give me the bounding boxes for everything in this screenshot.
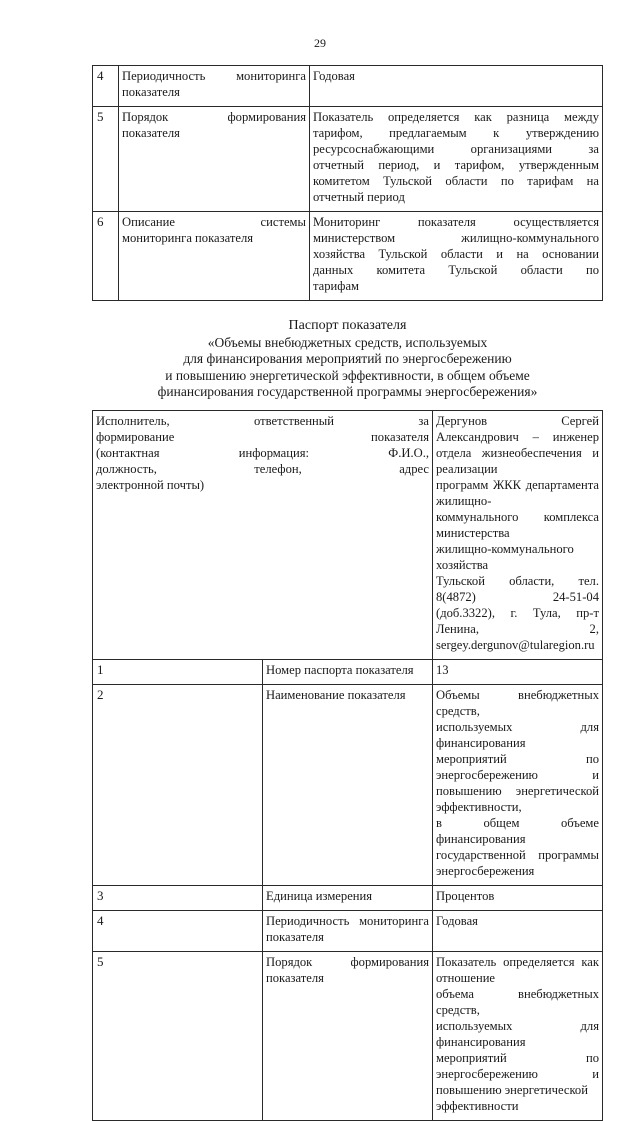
passport-title-line: финансирования государственной программы энергосбережения» [157, 384, 538, 399]
text-line: электронной почты) [96, 478, 205, 492]
text-line: показателя [122, 85, 180, 99]
indicator-table-top [92, 65, 603, 301]
row-label [119, 107, 310, 212]
text-line: министерством жилищно-коммунального [313, 231, 599, 245]
row-label [263, 886, 433, 911]
text-line: мониторинга показателя [122, 231, 254, 245]
text-line: Мониторинг показателя осуществляется [313, 215, 599, 229]
row-value [310, 107, 603, 212]
passport-heading [92, 318, 603, 401]
row-value [433, 685, 603, 886]
row-value [310, 66, 603, 107]
text-line: показателя [122, 126, 180, 140]
passport-title-line: «Объемы внебюджетных средств, используемых [207, 334, 488, 350]
text-line: объема внебюджетных средств, [436, 987, 599, 1017]
text-line: (доб.3322), г. Тула, пр-т Ленина, 2, [436, 606, 599, 636]
row-label [119, 212, 310, 301]
executor-row [93, 411, 603, 660]
text-line: Годовая [313, 69, 355, 83]
text-line: тарифом, предлагаемым к утверждению [313, 126, 599, 140]
text-line: энергосбережения [436, 864, 535, 878]
table-row [93, 212, 603, 301]
text-line: Порядок формирования [122, 110, 306, 124]
row-label [263, 911, 433, 952]
text-line: Периодичность мониторинга [122, 69, 306, 83]
text-line: в общем объеме финансирования [436, 816, 599, 846]
text-line: Показатель определяется как разница между [313, 110, 599, 124]
text-line: повышению энергетической эффективности [436, 1083, 588, 1113]
row-number: 5 [93, 952, 263, 1121]
table-row [93, 952, 603, 1121]
text-line: повышению энергетической эффективности, [436, 784, 599, 814]
row-label [263, 952, 433, 1121]
row-number: 1 [93, 660, 263, 685]
row-number: 2 [93, 685, 263, 886]
passport-title-line: и повышению энергетической эффективности, в общем объеме [165, 367, 530, 383]
text-line: используемых для финансирования [436, 720, 599, 750]
text-line: отдела жизнеобеспечения и реализации [436, 446, 599, 476]
row-number: 4 [93, 911, 263, 952]
passport-title-line: для финансирования мероприятий по энергосбережению [183, 351, 512, 366]
text-line: Объемы внебюджетных средств, [436, 688, 599, 718]
text-line: Наименование показателя [266, 688, 406, 702]
text-line: Исполнитель, ответственный за [96, 414, 429, 428]
text-line: 13 [436, 663, 449, 677]
text-line: программ ЖКК департамента жилищно- [436, 478, 599, 508]
text-line: Тульской области, тел. 8(4872) 24-51-04 [436, 574, 599, 604]
text-line: комитетом Тульской области по тарифам на [313, 174, 599, 188]
text-line: отчетный период, и тарифом, утвержденным [313, 158, 599, 172]
text-line: Годовая [436, 914, 478, 928]
row-value [433, 886, 603, 911]
text-line: Показатель определяется как отношение [436, 955, 599, 985]
row-number: 4 [93, 66, 119, 107]
row-value [433, 660, 603, 685]
text-line: показателя [266, 930, 324, 944]
text-line: используемых для финансирования [436, 1019, 599, 1049]
text-line: мероприятий по энергосбережению и [436, 752, 599, 782]
row-number: 5 [93, 107, 119, 212]
page-number: 29 [314, 36, 326, 50]
text-line: (контактная информация: Ф.И.О., [96, 446, 429, 460]
table-row [93, 886, 603, 911]
text-line: Дергунов Сергей Александрович – инженер [436, 414, 599, 444]
table-row [93, 66, 603, 107]
row-value [433, 911, 603, 952]
row-number: 3 [93, 886, 263, 911]
text-line: коммунального комплекса министерства [436, 510, 599, 540]
text-line: отчетный период [313, 190, 405, 204]
text-line: формирование показателя [96, 430, 429, 444]
text-line: тарифам [313, 279, 360, 293]
row-label [119, 66, 310, 107]
row-value [433, 952, 603, 1121]
text-line: Периодичность мониторинга [266, 914, 429, 928]
text-line: Номер паспорта показателя [266, 663, 414, 677]
text-line: мероприятий по энергосбережению и [436, 1051, 599, 1081]
row-number: 6 [93, 212, 119, 301]
text-line: должность, телефон, адрес [96, 462, 429, 476]
text-line: Единица измерения [266, 889, 373, 903]
executor-label [93, 411, 433, 660]
table-row [93, 685, 603, 886]
text-line: ресурсоснабжающими организациями за [313, 142, 599, 156]
text-line: sergey.dergunov@tularegion.ru [436, 638, 595, 652]
text-line: государственной программы [436, 848, 599, 862]
passport-table [92, 410, 603, 1121]
table-row [93, 107, 603, 212]
table-row [93, 911, 603, 952]
text-line: Описание системы [122, 215, 306, 229]
text-line: показателя [266, 971, 324, 985]
text-line: жилищно-коммунального хозяйства [436, 542, 574, 572]
row-value [310, 212, 603, 301]
table-row [93, 660, 603, 685]
passport-title: Паспорт показателя [288, 318, 407, 333]
row-label [263, 660, 433, 685]
text-line: Порядок формирования [266, 955, 429, 969]
executor-contact [433, 411, 603, 660]
text-line: хозяйства Тульской области и на основании [313, 247, 599, 261]
text-line: данных комитета Тульской области по [313, 263, 599, 277]
text-line: Процентов [436, 889, 495, 903]
row-label [263, 685, 433, 886]
